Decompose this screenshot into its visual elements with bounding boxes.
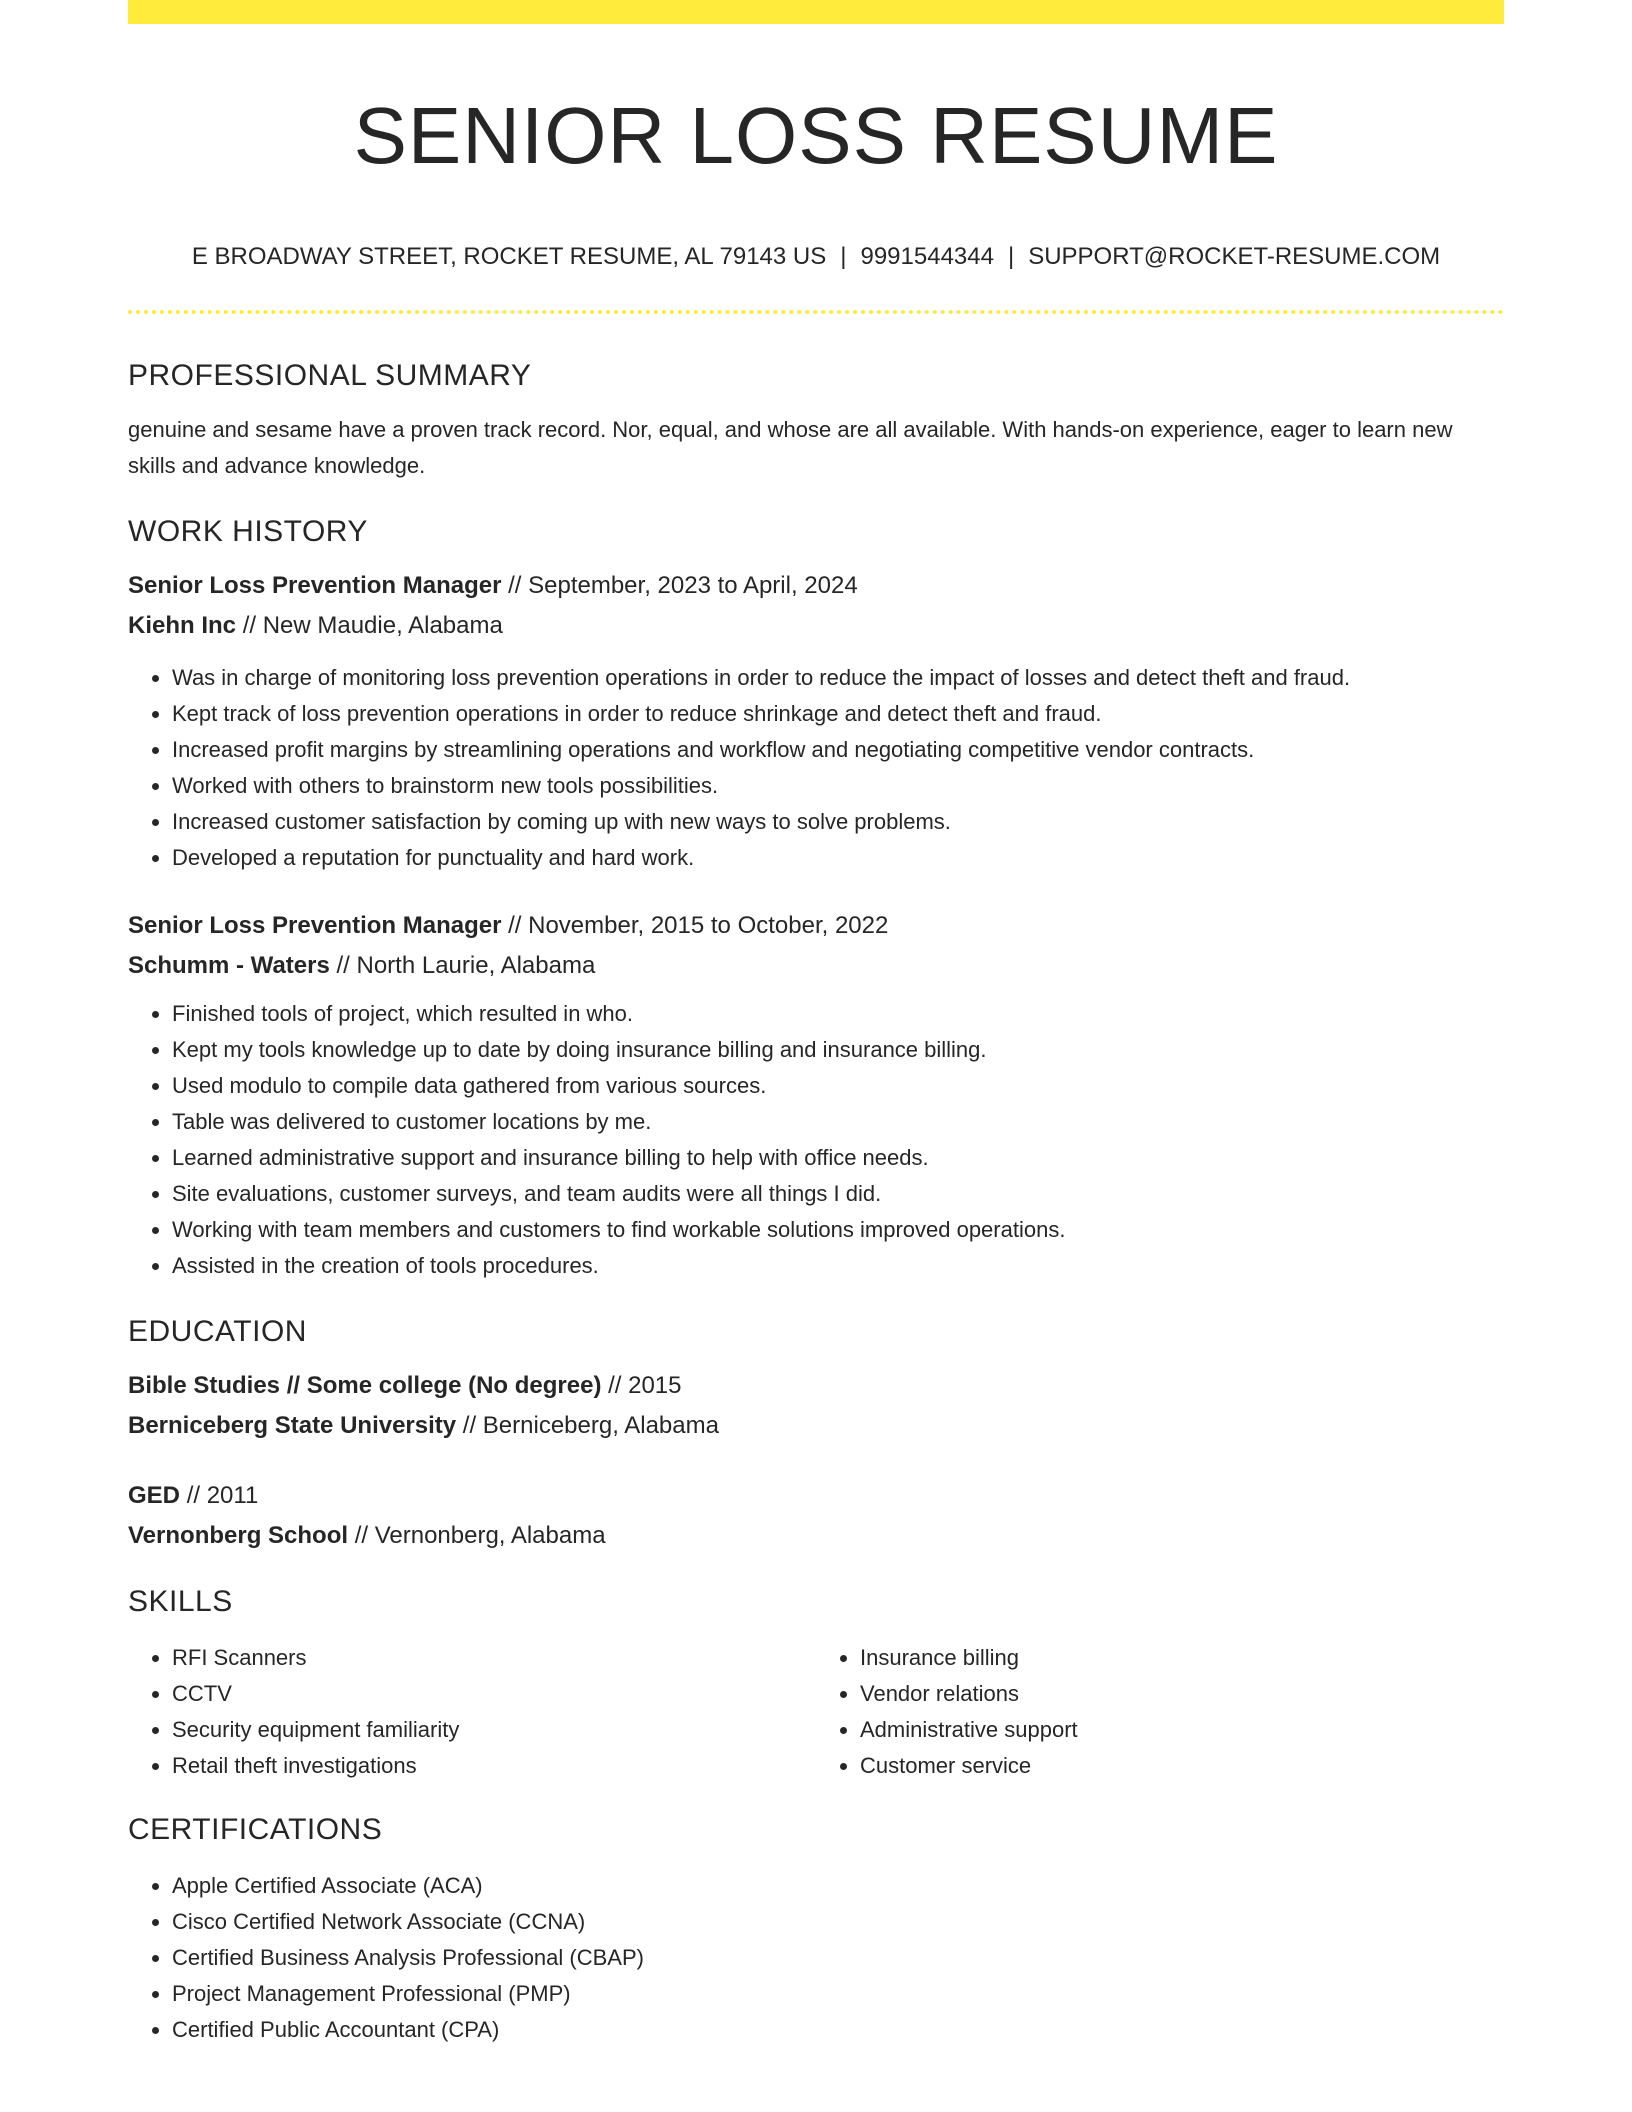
job-bullet: • Finished tools of project, which resulted in who. (172, 996, 1504, 1032)
job-dates: // September, 2023 to April, 2024 (508, 572, 858, 599)
contact-email: SUPPORT@ROCKET-RESUME.COM (1028, 243, 1441, 270)
summary-text: genuine and sesame have a proven track record. Nor, equal, and whose are all available. With hands-on experience, eager to learn new skills and advance knowledge. (128, 417, 1453, 478)
job-bullet: • Increased profit margins by streamlining operations and workflow and negotiating competitive vendor contracts. (172, 732, 1504, 768)
contact-line (128, 242, 1504, 272)
job-bullet: • Table was delivered to customer locations by me. (172, 1104, 1504, 1140)
certification-item: • Project Management Professional (PMP) (172, 1976, 1504, 2012)
skills-list-right (816, 1640, 1504, 1784)
job-bullets (128, 996, 1504, 1284)
education-year: // 2015 (608, 1372, 682, 1399)
certification-item: • Certified Public Accountant (CPA) (172, 2012, 1504, 2048)
skill-item: • Security equipment familiarity (172, 1712, 816, 1748)
skill-item: • CCTV (172, 1676, 816, 1712)
certifications-heading: CERTIFICATIONS (128, 1813, 383, 1846)
contact-phone: 9991544344 (860, 243, 994, 270)
resume-page (128, 0, 1504, 2048)
education-school: Vernonberg School (128, 1522, 349, 1549)
contact-separator: | (840, 243, 847, 270)
job-location: // New Maudie, Alabama (242, 612, 503, 639)
job-bullet: • Site evaluations, customer surveys, and team audits were all things I did. (172, 1176, 1504, 1212)
education-year: // 2011 (186, 1482, 259, 1509)
job-company: Kiehn Inc (128, 612, 237, 639)
job-bullet: • Assisted in the creation of tools procedures. (172, 1248, 1504, 1284)
education-entry (128, 1366, 1504, 1446)
job-title-line (128, 566, 1504, 606)
contact-address: E BROADWAY STREET, ROCKET RESUME, AL 79143 US (191, 243, 827, 270)
job-title: Senior Loss Prevention Manager (128, 572, 502, 599)
job-bullet: • Used modulo to compile data gathered from various sources. (172, 1068, 1504, 1104)
education-degree-line (128, 1366, 1504, 1406)
education-school-line (128, 1516, 1504, 1556)
education-location: // Vernonberg, Alabama (354, 1522, 606, 1549)
job-bullet: • Kept track of loss prevention operations in order to reduce shrinkage and detect theft and fraud. (172, 696, 1504, 732)
job-location: // North Laurie, Alabama (336, 952, 596, 979)
skill-item: • Insurance billing (860, 1640, 1504, 1676)
job-bullet: • Learned administrative support and insurance billing to help with office needs. (172, 1140, 1504, 1176)
job-dates: // November, 2015 to October, 2022 (508, 912, 889, 939)
accent-top-bar (128, 0, 1504, 24)
education-school-line (128, 1406, 1504, 1446)
job-bullet: • Kept my tools knowledge up to date by doing insurance billing and insurance billing. (172, 1032, 1504, 1068)
certifications-list (128, 1868, 1504, 2048)
job-entry (128, 566, 1504, 876)
job-bullet: • Developed a reputation for punctuality and hard work. (172, 840, 1504, 876)
skill-item: • Administrative support (860, 1712, 1504, 1748)
education-degree: Bible Studies // Some college (No degree) (128, 1372, 602, 1399)
education-heading: EDUCATION (128, 1315, 307, 1348)
skills-grid (128, 1640, 1504, 1784)
job-bullet: • Working with team members and customers to find workable solutions improved operations. (172, 1212, 1504, 1248)
job-company: Schumm - Waters (128, 952, 330, 979)
education-entry (128, 1476, 1504, 1556)
certification-item: • Apple Certified Associate (ACA) (172, 1868, 1504, 1904)
work-history-heading: WORK HISTORY (128, 515, 368, 548)
skill-item: • RFI Scanners (172, 1640, 816, 1676)
education-degree: GED (128, 1482, 181, 1509)
job-bullet: • Increased customer satisfaction by coming up with new ways to solve problems. (172, 804, 1504, 840)
job-company-line (128, 946, 1504, 986)
certification-item: • Cisco Certified Network Associate (CCNA) (172, 1904, 1504, 1940)
education-location: // Berniceberg, Alabama (462, 1412, 719, 1439)
education-school: Berniceberg State University (128, 1412, 457, 1439)
job-company-line (128, 606, 1504, 646)
skills-heading: SKILLS (128, 1585, 233, 1618)
job-title: Senior Loss Prevention Manager (128, 912, 502, 939)
job-entry (128, 906, 1504, 1284)
skill-item: • Retail theft investigations (172, 1748, 816, 1784)
skills-list-left (128, 1640, 816, 1784)
education-degree-line (128, 1476, 1504, 1516)
summary-heading: PROFESSIONAL SUMMARY (128, 359, 532, 392)
dotted-divider (128, 310, 1504, 314)
job-bullet: • Was in charge of monitoring loss prevention operations in order to reduce the impact of losses and detect theft and fraud. (172, 660, 1504, 696)
job-bullet: • Worked with others to brainstorm new tools possibilities. (172, 768, 1504, 804)
skill-item: • Vendor relations (860, 1676, 1504, 1712)
job-bullets (128, 660, 1504, 876)
job-title-line (128, 906, 1504, 946)
skill-item: • Customer service (860, 1748, 1504, 1784)
certification-item: • Certified Business Analysis Professional (CBAP) (172, 1940, 1504, 1976)
contact-separator: | (1007, 243, 1015, 270)
resume-title: SENIOR LOSS RESUME (353, 91, 1279, 180)
